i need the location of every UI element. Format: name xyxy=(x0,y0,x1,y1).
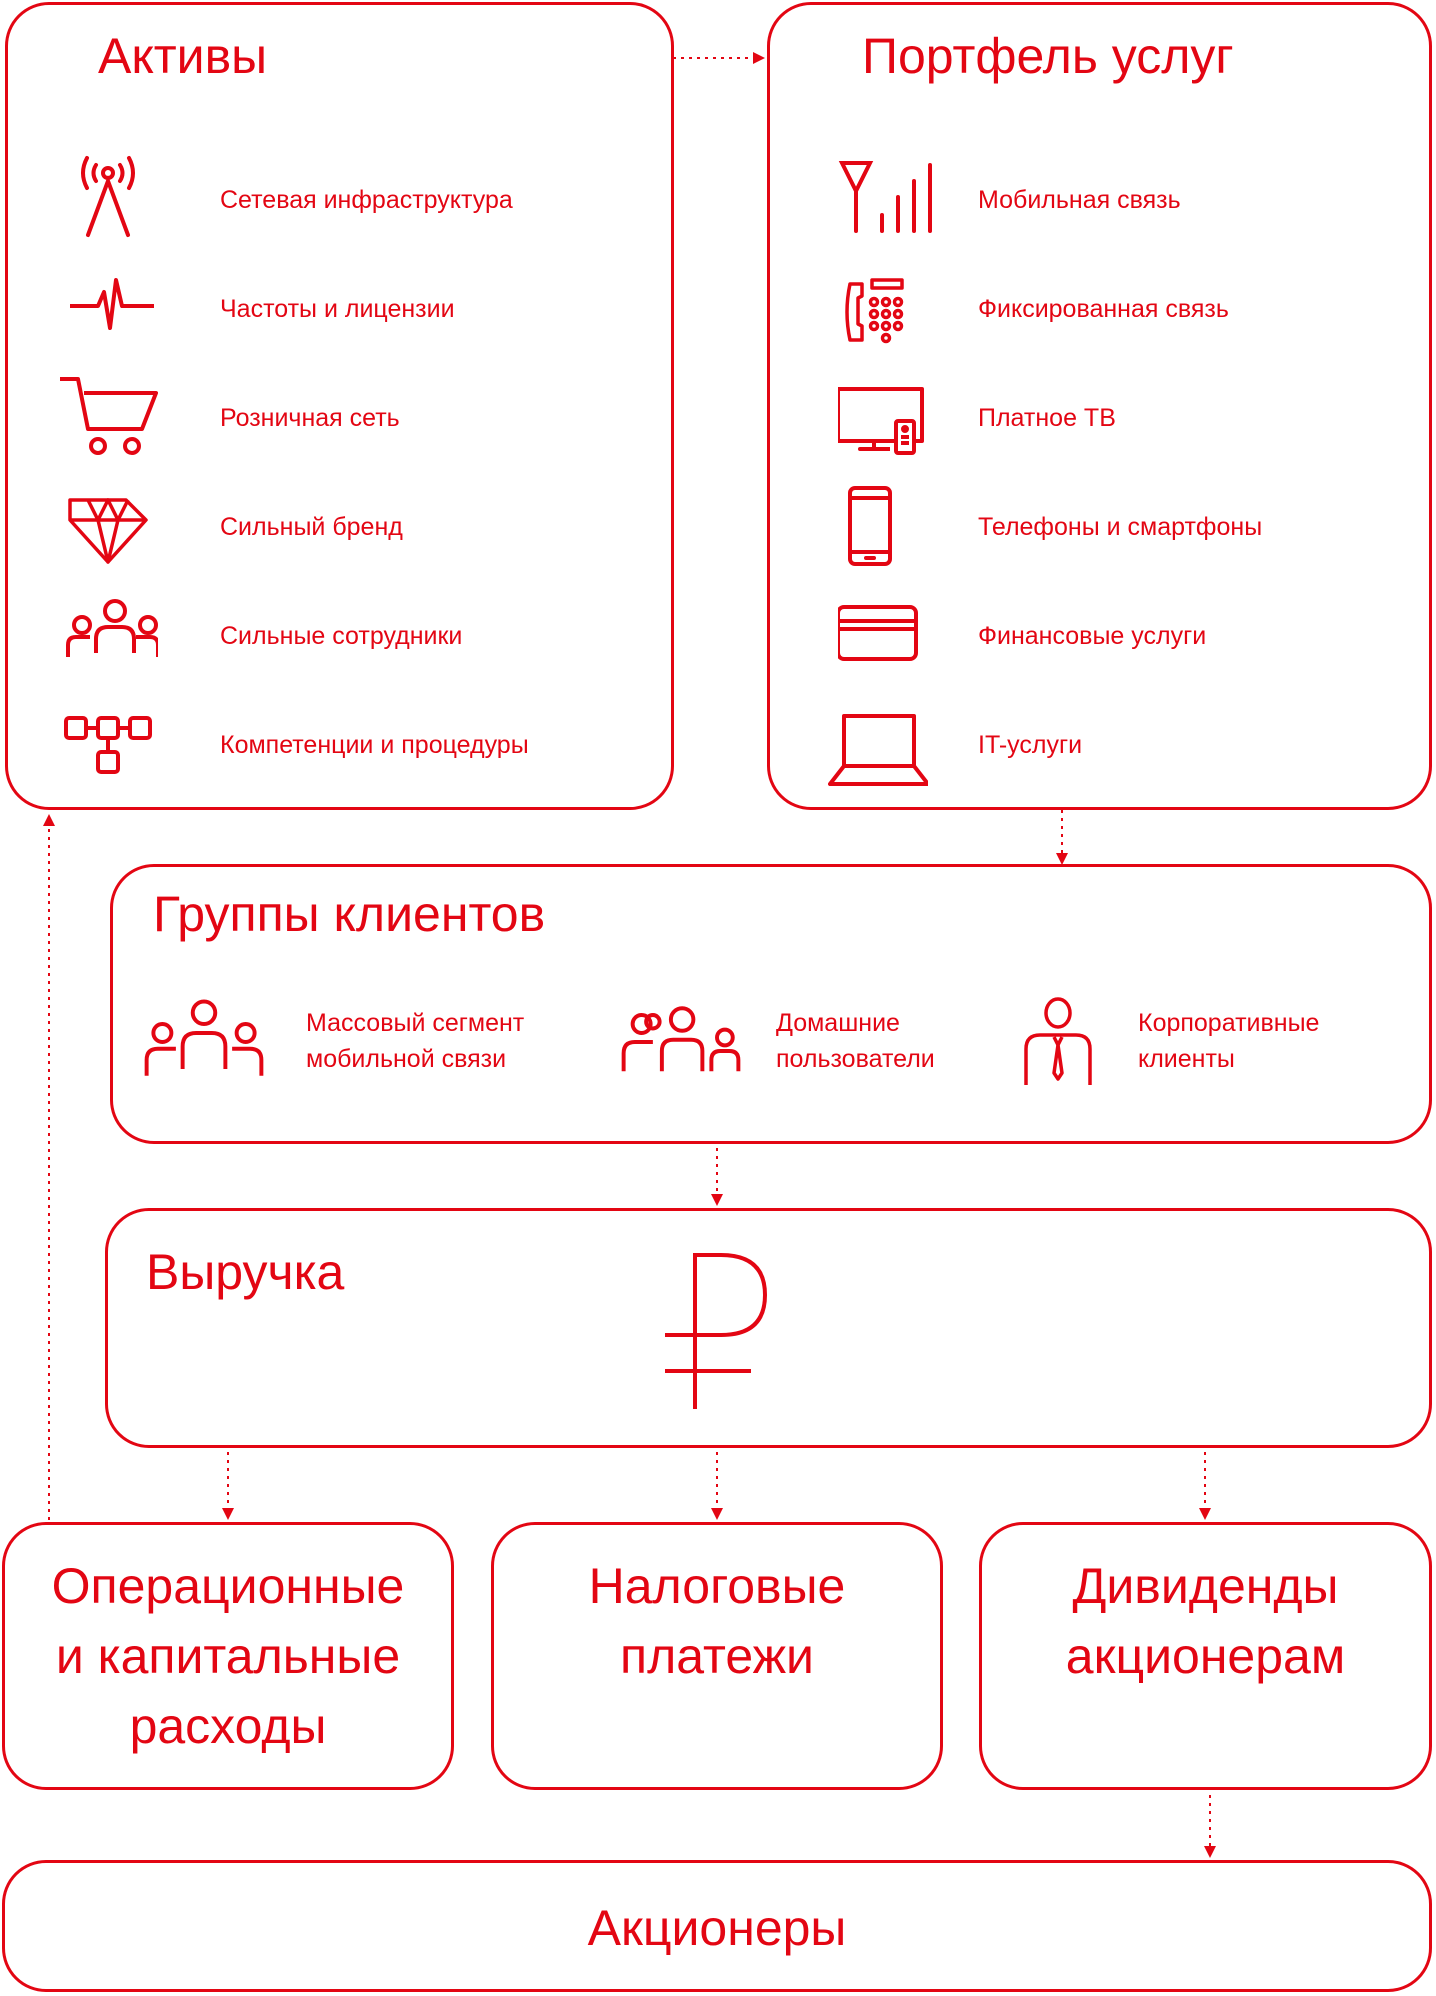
taxes-line1: Налоговые xyxy=(588,1558,846,1614)
revenue-title: Выручка xyxy=(146,1244,345,1300)
asset-label: Розничная сеть xyxy=(220,404,400,432)
mass-segment-people-icon xyxy=(138,997,270,1087)
client-label-line2: клиенты xyxy=(1138,1045,1235,1073)
taxes-line2: платежи xyxy=(620,1628,814,1684)
asset-label: Сильные сотрудники xyxy=(220,622,463,650)
client-label-line2: пользователи xyxy=(776,1045,935,1073)
revenue-box xyxy=(105,1208,1432,1448)
service-label: Мобильная связь xyxy=(978,186,1181,214)
asset-item-frequencies xyxy=(58,254,658,364)
service-item-it xyxy=(828,690,1418,800)
asset-label: Компетенции и процедуры xyxy=(220,731,529,759)
client-groups-box xyxy=(110,864,1432,1144)
dividends-box xyxy=(979,1522,1432,1790)
service-item-mobile xyxy=(838,145,1418,255)
service-label: Финансовые услуги xyxy=(978,622,1207,650)
asset-item-brand xyxy=(58,472,658,582)
asset-item-network xyxy=(58,145,658,255)
service-item-tv xyxy=(838,363,1418,473)
service-label: Фиксированная связь xyxy=(978,295,1229,323)
service-item-fixed xyxy=(838,254,1418,364)
shopping-cart-icon xyxy=(58,363,158,463)
credit-card-icon xyxy=(838,581,938,681)
dividends-line2: акционерам xyxy=(1065,1628,1346,1684)
service-label: Телефоны и смартфоны xyxy=(978,513,1263,541)
asset-label: Сетевая инфраструктура xyxy=(220,186,513,214)
asset-item-competencies xyxy=(58,690,658,800)
asset-label: Частоты и лицензии xyxy=(220,295,455,323)
shareholders-title: Акционеры xyxy=(587,1900,847,1956)
opex-capex-box xyxy=(2,1522,454,1790)
client-label-line1: Домашние xyxy=(776,1009,900,1037)
service-item-finance xyxy=(838,581,1418,691)
businessman-icon xyxy=(1018,997,1098,1087)
shareholders-box xyxy=(2,1860,1432,1992)
team-icon xyxy=(58,581,158,681)
client-label-line2: мобильной связи xyxy=(306,1045,507,1073)
ruble-sign-icon xyxy=(663,1249,773,1419)
asset-item-retail xyxy=(58,363,658,473)
client-group-corporate xyxy=(1018,997,1418,1097)
portfolio-box xyxy=(767,2,1432,810)
service-item-phones xyxy=(838,472,1418,582)
tax-payments-box xyxy=(491,1522,943,1790)
client-label-line1: Корпоративные xyxy=(1138,1009,1320,1037)
client-groups-title: Группы клиентов xyxy=(153,886,546,942)
assets-title: Активы xyxy=(98,28,268,84)
laptop-icon xyxy=(828,690,928,790)
landline-phone-icon xyxy=(838,254,938,354)
opex-line1: Операционные xyxy=(51,1558,405,1614)
diamond-icon xyxy=(58,472,158,572)
service-label: Платное ТВ xyxy=(978,404,1116,432)
process-flow-icon xyxy=(58,690,158,790)
opex-line3: расходы xyxy=(129,1698,327,1754)
client-group-mass xyxy=(138,997,558,1097)
assets-box xyxy=(5,2,674,810)
dividends-line1: Дивиденды xyxy=(1072,1558,1339,1614)
asset-item-staff xyxy=(58,581,658,691)
asset-label: Сильный бренд xyxy=(220,513,403,541)
client-group-home xyxy=(618,997,998,1097)
household-people-icon xyxy=(618,997,744,1087)
mobile-signal-icon xyxy=(838,145,938,245)
opex-line2: и капитальные xyxy=(55,1628,401,1684)
portfolio-title: Портфель услуг xyxy=(862,28,1234,84)
service-label: IT-услуги xyxy=(978,731,1083,759)
pulse-wave-icon xyxy=(58,254,158,354)
client-label-line1: Массовый сегмент xyxy=(306,1009,525,1037)
antenna-tower-icon xyxy=(58,145,158,245)
smartphone-icon xyxy=(838,472,938,572)
tv-icon xyxy=(838,363,938,463)
